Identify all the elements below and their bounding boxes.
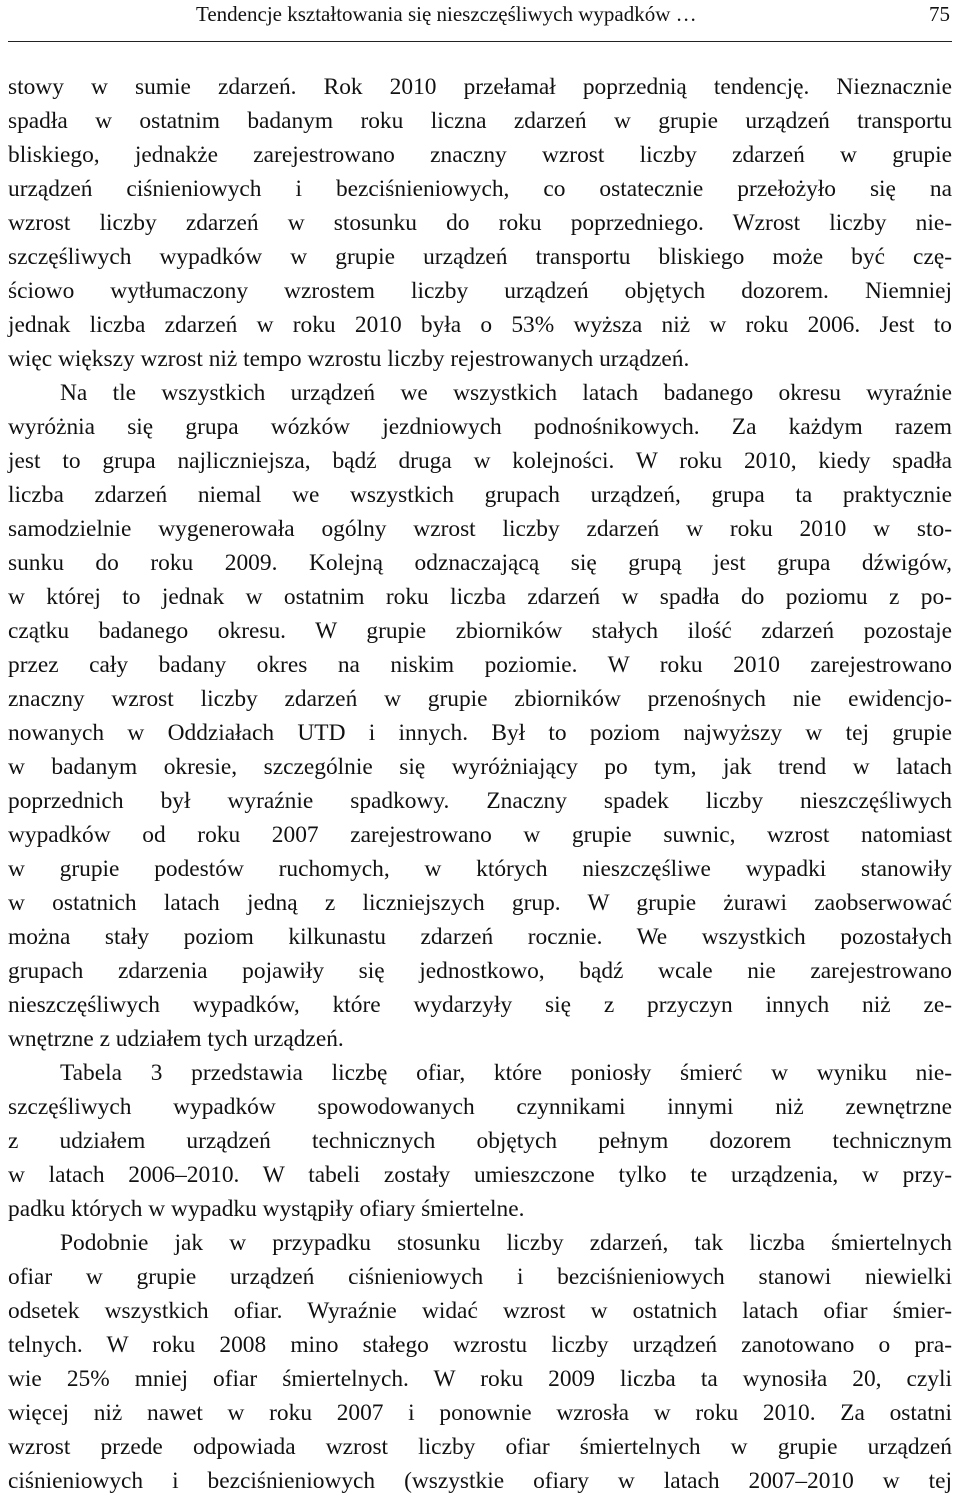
text-line: w ostatnich latach jedną z liczniejszych grup. W grupie żurawi zaobserwować [8, 890, 952, 916]
text-line: wyróżnia się grupa wózków jezdniowych podnośnikowych. Za każdym razem [8, 414, 952, 440]
text-line: w badanym okresie, szczególnie się wyróżniający po tym, jak trend w latach [8, 754, 952, 780]
text-line: wnętrzne z udziałem tych urządzeń. [8, 1026, 344, 1052]
text-line: stowy w sumie zdarzeń. Rok 2010 przełamał poprzednią tendencję. Nieznacznie [8, 74, 952, 100]
text-line: w grupie podestów ruchomych, w których nieszczęśliwe wypadki stanowiły [8, 856, 952, 882]
text-line: wzrost przede odpowiada wzrost liczby ofiar śmiertelnych w grupie urządzeń [8, 1434, 952, 1460]
text-line: więcej niż nawet w roku 2007 i ponownie wzrosła w roku 2010. Za ostatni [8, 1400, 952, 1426]
text-line: odsetek wszystkich ofiar. Wyraźnie widać wzrost w ostatnich latach ofiar śmier- [8, 1298, 952, 1324]
text-line: w latach 2006–2010. W tabeli zostały umieszczone tylko te urządzenia, w przy- [8, 1162, 952, 1188]
text-line: nowanych w Oddziałach UTD i innych. Był to poziom najwyższy w tej grupie [8, 720, 952, 746]
text-line: sunku do roku 2009. Kolejną odznaczającą się grupą jest grupa dźwigów, [8, 550, 952, 576]
text-line: czątku badanego okresu. W grupie zbiorników stałych ilość zdarzeń pozostaje [8, 618, 952, 644]
text-line: wzrost liczby zdarzeń w stosunku do roku poprzedniego. Wzrost liczby nie- [8, 210, 952, 236]
text-line: bliskiego, jednakże zarejestrowano znaczny wzrost liczby zdarzeń w grupie [8, 142, 952, 168]
text-line: grupach zdarzenia pojawiły się jednostkowo, bądź wcale nie zarejestrowano [8, 958, 952, 984]
running-header-title: Tendencje kształtowania się nieszczęśliwych wypadków … [196, 2, 697, 26]
text-line: w której to jednak w ostatnim roku liczba zdarzeń w spadła do poziomu z po- [8, 584, 952, 610]
text-line: szczęśliwych wypadków w grupie urządzeń transportu bliskiego może być czę- [8, 244, 952, 270]
text-line: telnych. W roku 2008 mino stałego wzrostu liczby urządzeń zanotowano o pra- [8, 1332, 952, 1358]
text-line: urządzeń ciśnieniowych i bezciśnieniowych, co ostatecznie przełożyło się na [8, 176, 952, 202]
text-line: Podobnie jak w przypadku stosunku liczby zdarzeń, tak liczba śmiertelnych [60, 1230, 952, 1256]
text-line: przez cały badany okres na niskim poziomie. W roku 2010 zarejestrowano [8, 652, 952, 678]
text-line: Na tle wszystkich urządzeń we wszystkich latach badanego okresu wyraźnie [60, 380, 952, 406]
text-line: ofiar w grupie urządzeń ciśnieniowych i bezciśnieniowych stanowi niewielki [8, 1264, 952, 1290]
text-line: szczęśliwych wypadków spowodowanych czynnikami innymi niż zewnętrzne [8, 1094, 952, 1120]
text-line: ciśnieniowych i bezciśnieniowych (wszystkie ofiary w latach 2007–2010 w tej [8, 1468, 952, 1494]
body-text [8, 70, 952, 1498]
text-line: wie 25% mniej ofiar śmiertelnych. W roku 2009 liczba ta wynosiła 20, czyli [8, 1366, 952, 1392]
text-line: znaczny wzrost liczby zdarzeń w grupie zbiorników przenośnych nie ewidencjo- [8, 686, 952, 712]
running-header [0, 0, 960, 44]
text-line: z udziałem urządzeń technicznych objętych pełnym dozorem technicznym [8, 1128, 952, 1154]
text-line: poprzednich był wyraźnie spadkowy. Znaczny spadek liczby nieszczęśliwych [8, 788, 952, 814]
text-line: nieszczęśliwych wypadków, które wydarzyły się z przyczyn innych niż ze- [8, 992, 952, 1018]
page-number: 75 [929, 2, 950, 26]
text-line: padku których w wypadku wystąpiły ofiary śmiertelne. [8, 1196, 525, 1222]
header-rule [8, 41, 952, 42]
text-line: można stały poziom kilkunastu zdarzeń rocznie. We wszystkich pozostałych [8, 924, 952, 950]
text-line: samodzielnie wygenerowała ogólny wzrost liczby zdarzeń w roku 2010 w sto- [8, 516, 952, 542]
text-line: ściowo wytłumaczony wzrostem liczby urządzeń objętych dozorem. Niemniej [8, 278, 952, 304]
text-line: więc większy wzrost niż tempo wzrostu liczby rejestrowanych urządzeń. [8, 346, 690, 372]
text-line: jest to grupa najliczniejsza, bądź druga w kolejności. W roku 2010, kiedy spadła [8, 448, 952, 474]
text-line: wypadków od roku 2007 zarejestrowano w grupie suwnic, wzrost natomiast [8, 822, 952, 848]
text-line: liczba zdarzeń niemal we wszystkich grupach urządzeń, grupa ta praktycznie [8, 482, 952, 508]
text-line: jednak liczba zdarzeń w roku 2010 była o 53% wyższa niż w roku 2006. Jest to [8, 312, 952, 338]
text-line: Tabela 3 przedstawia liczbę ofiar, które poniosły śmierć w wyniku nie- [60, 1060, 952, 1086]
text-line: spadła w ostatnim badanym roku liczna zdarzeń w grupie urządzeń transportu [8, 108, 952, 134]
